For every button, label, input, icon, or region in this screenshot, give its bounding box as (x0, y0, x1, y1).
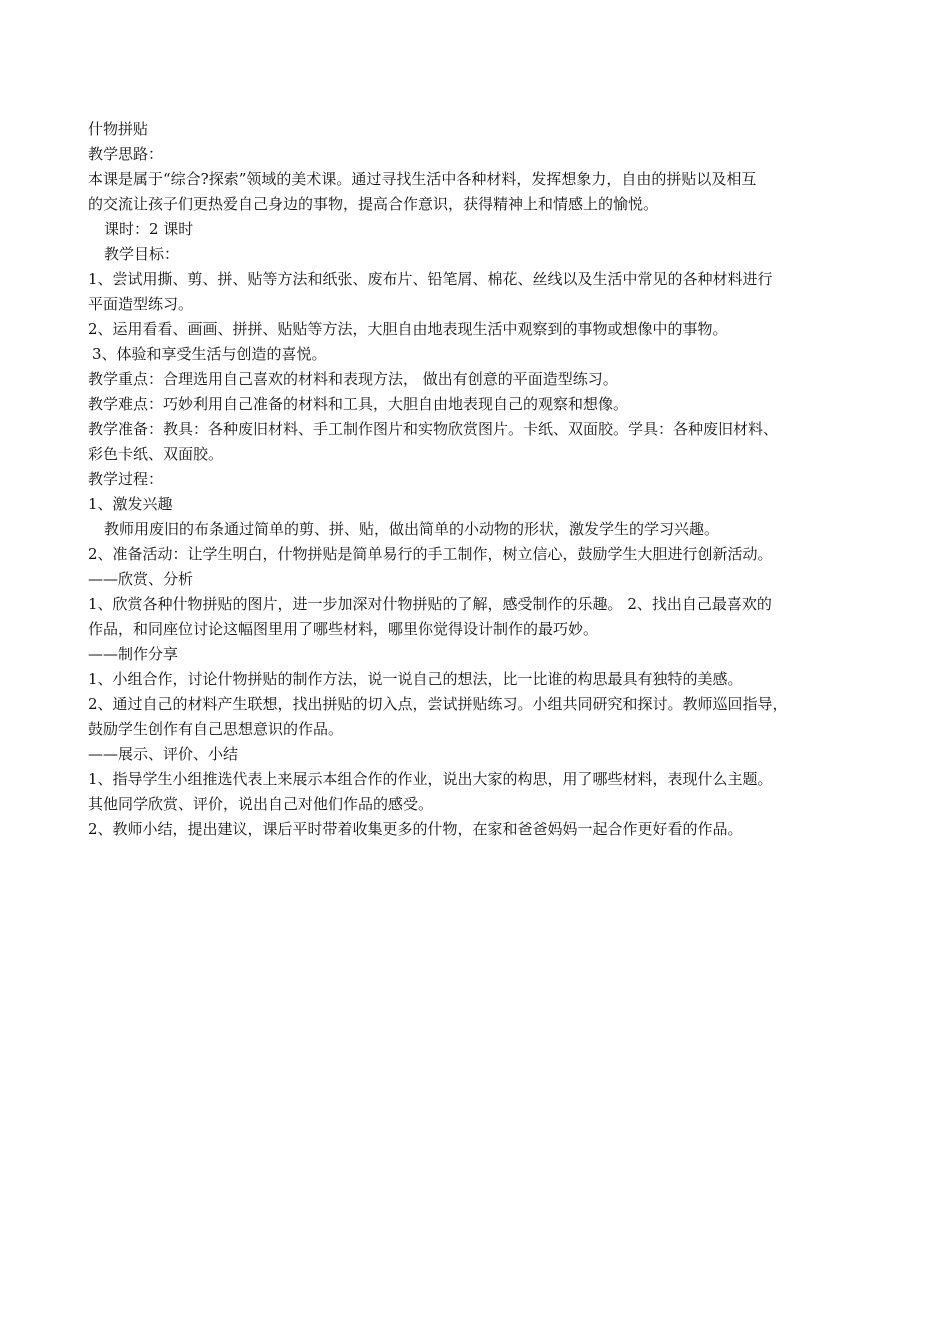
document-line: 作品，和同座位讨论这幅图里用了哪些材料，哪里你觉得设计制作的最巧妙。 (88, 620, 599, 638)
document-line: 本课是属于“综合?探索”领域的美术课。通过寻找生活中各种材料，发挥想象力，自由的拼贴以及相互 (88, 170, 757, 188)
document-line: ——展示、评价、小结 (88, 745, 239, 763)
document-line: 教学重点：合理选用自己喜欢的材料和表现方法， 做出有创意的平面造型练习。 (88, 370, 618, 388)
document-line: 的交流让孩子们更热爱自己身边的事物，提高合作意识，获得精神上和情感上的愉悦。 (88, 195, 659, 213)
document-line: 教学思路： (88, 145, 164, 163)
document-line: 1、尝试用撕、剪、拼、贴等方法和纸张、废布片、铅笔屑、棉花、丝线以及生活中常见的各种材料进行 (88, 270, 773, 288)
document-line: 教学准备：教具：各种废旧材料、手工制作图片和实物欣赏图片。卡纸、双面胶。学具：各种废旧材料、 (88, 420, 779, 438)
document-line: ——欣赏、分析 (88, 570, 194, 588)
document-line: 1、欣赏各种什物拼贴的图片，进一步加深对什物拼贴的了解，感受制作的乐趣。 2、找出自己最喜欢的 (88, 595, 772, 613)
document-line: 教学目标： (104, 245, 180, 263)
document-line: 鼓励学生创作有自己思想意识的作品。 (88, 720, 344, 738)
document-line: ——制作分享 (88, 645, 179, 663)
document-line: 1、指导学生小组推选代表上来展示本组合作的作业，说出大家的构思，用了哪些材料，表现什么主题。 (88, 770, 773, 788)
document-line: 平面造型练习。 (88, 295, 194, 313)
document-line: 其他同学欣赏、评价，说出自己对他们作品的感受。 (88, 795, 434, 813)
document-line: 2、通过自己的材料产生联想，找出拼贴的切入点，尝试拼贴练习。小组共同研究和探讨。教师巡回指导， (88, 695, 788, 713)
document-line: 教学难点：巧妙利用自己准备的材料和工具，大胆自由地表现自己的观察和想像。 (88, 395, 629, 413)
document-body (88, 142, 888, 842)
document-line: 1、小组合作，讨论什物拼贴的制作方法，说一说自己的想法，比一比谁的构思最具有独特的美感。 (88, 670, 743, 688)
document-line: 1、激发兴趣 (88, 495, 173, 513)
document-line: 彩色卡纸、双面胶。 (88, 445, 224, 463)
document-line: 课时：2 课时 (104, 220, 194, 238)
document-page (88, 117, 888, 842)
document-line: 教学过程： (88, 470, 164, 488)
document-line: 2、教师小结，提出建议，课后平时带着收集更多的什物，在家和爸爸妈妈一起合作更好看的作品。 (88, 820, 743, 838)
document-line: 教师用废旧的布条通过简单的剪、拼、贴，做出简单的小动物的形状，激发学生的学习兴趣。 (104, 520, 720, 538)
document-line: 2、准备活动：让学生明白，什物拼贴是简单易行的手工制作，树立信心，鼓励学生大胆进行创新活动。 (88, 545, 773, 563)
document-line: 2、运用看看、画画、拼拼、贴贴等方法，大胆自由地表现生活中观察到的事物或想像中的事物。 (88, 320, 728, 338)
document-line: 3、体验和享受生活与创造的喜悦。 (92, 345, 327, 363)
document-title: 什物拼贴 (88, 120, 149, 138)
